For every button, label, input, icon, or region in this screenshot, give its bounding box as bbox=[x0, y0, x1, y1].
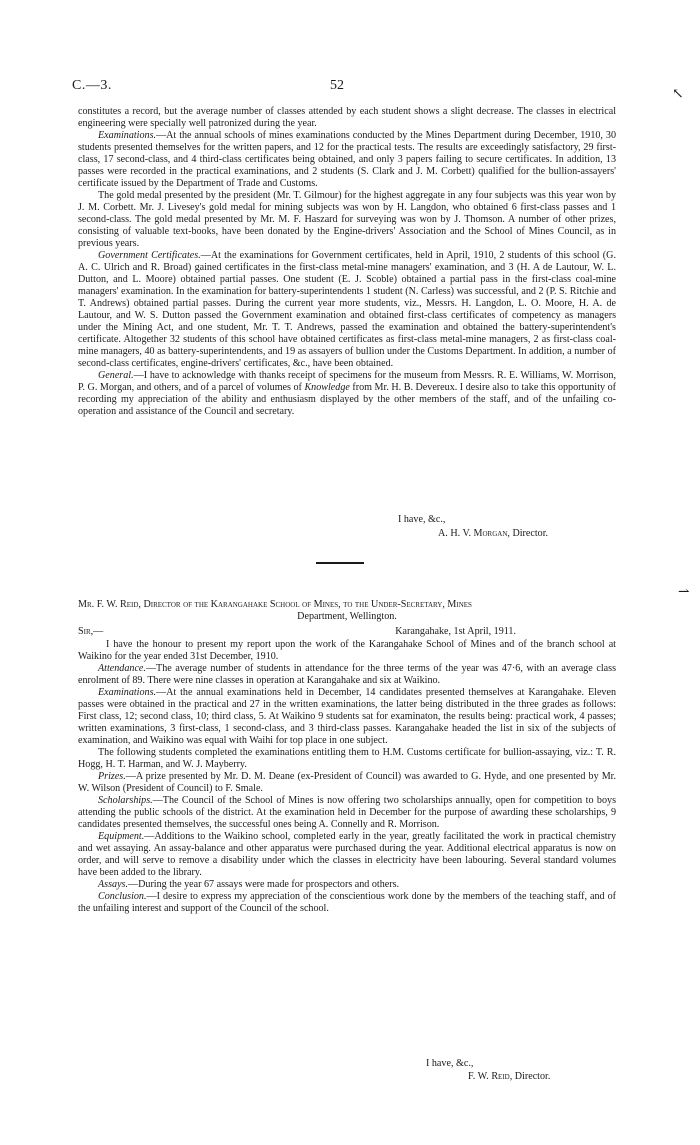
s2-heading-conclusion: Conclusion. bbox=[98, 891, 147, 902]
s2-salutation: Sir,— bbox=[78, 626, 104, 637]
s2-signature bbox=[468, 1071, 550, 1082]
s2-title-line-1: Mr. F. W. Reid, Director of the Karangahake School of Mines, to the Under-Secretary, Mines bbox=[78, 599, 472, 610]
s1-book-title: Knowledge bbox=[304, 382, 350, 393]
s1-heading-examinations: Examinations. bbox=[98, 130, 157, 141]
s2-text-scholarships: —The Council of the School of Mines is now offering two scholarships annually, open for competition to boys attending the public schools of the district. At the examination held in December for the purpose of awarding these scholarships, 9 candidates presented themselves, the successful ones being A. Connelly and R. Morrison. bbox=[78, 795, 616, 830]
s1-paragraph-certificates bbox=[78, 250, 616, 370]
s2-text-equipment: —Additions to the Waikino school, completed early in the year, greatly facilitated the work in practical chemistry and wet assaying. An assay-balance and other apparatus were purchased during the year. Additional electrical apparatus is now on order, and will serve to remove a disability under which the classes in electricity have been labouring. Several standard volumes have been added to the library. bbox=[78, 831, 616, 878]
s1-signature-name: A. H. V. Morgan, bbox=[438, 528, 510, 539]
s2-heading-equipment: Equipment. bbox=[98, 831, 145, 842]
margin-mark-mid: ⇀ bbox=[678, 585, 690, 600]
s2-paragraph-equipment bbox=[78, 831, 616, 879]
s1-text-examinations: —At the annual schools of mines examinations conducted by the Mines Department during December, 1910, 30 students presented themselves for the written papers, and 12 for the practical tests. The results are exceedingly satisfactory, 29 first-class, 17 second-class, and 4 third-class certificates being obtained, and only 3 papers failing to secure certificates. In addition, 13 passes were recorded in the practical examinations, and 2 students (S. Clark and J. M. Corbett) qualified for the bullion-assayers' certificate issued by the Department of Trade and Customs. bbox=[78, 130, 616, 189]
s1-paragraph-1: constitutes a record, but the average number of classes attended by each student shows a slight decrease. The classes in electrical engineering were specially well patronized during the year. bbox=[78, 106, 616, 129]
s1-text-general-a: —I have to acknowledge with thanks receipt of specimens for the museum from Messrs. R. E. Williams, W. Morrison, P. G. Morgan, and others, and of a parcel of volumes of bbox=[78, 370, 616, 393]
s1-heading-certificates: Government Certificates. bbox=[98, 250, 201, 261]
s2-closing: I have, &c., bbox=[426, 1058, 474, 1069]
s2-signature-title: Director. bbox=[514, 1071, 551, 1082]
s2-heading-prizes: Prizes. bbox=[98, 771, 126, 782]
s2-paragraph-assays bbox=[78, 879, 616, 891]
s1-signature bbox=[438, 528, 548, 539]
s2-paragraph-prizes bbox=[78, 771, 616, 795]
section-divider bbox=[316, 562, 364, 564]
s2-paragraph-conclusion bbox=[78, 891, 616, 915]
s2-signature-name: F. W. Reid, bbox=[468, 1071, 513, 1082]
s2-text-conclusion: —I desire to express my appreciation of the conscientious work done by the members of the teaching staff, and of the unfailing interest and support of the Council of the school. bbox=[78, 891, 616, 914]
s2-place-date: Karangahake, 1st April, 1911. bbox=[395, 626, 516, 637]
s1-signature-title: Director. bbox=[512, 528, 549, 539]
s2-paragraph-intro: I have the honour to present my report upon the work of the Karangahake School of Mines and of the branch school at Waikino for the year ended 31st December, 1910. bbox=[78, 639, 616, 662]
s2-text-assays: —During the year 67 assays were made for prospectors and others. bbox=[128, 879, 400, 890]
page-number: 52 bbox=[330, 78, 344, 93]
s1-paragraph-examinations bbox=[78, 130, 616, 190]
s2-heading-examinations: Examinations. bbox=[98, 687, 157, 698]
s2-title-line-2: Department, Wellington. bbox=[297, 611, 397, 622]
s2-paragraph-examinations bbox=[78, 687, 616, 747]
section-2-body bbox=[78, 639, 616, 915]
s2-paragraph-customs: The following students completed the examinations entitling them to H.M. Customs certificate for bullion-assaying, viz.: T. R. Hogg, H. T. Harman, and W. J. Mayberry. bbox=[78, 747, 616, 770]
s1-paragraph-medals: The gold medal presented by the president (Mr. T. Gilmour) for the highest aggregate in any four subjects was this year won by J. M. Corbett. Mr. J. Livesey's gold medal for mining subjects was won by H. Langdon, who obtained 6 first-class passes and 1 second-class. The gold medal presented by Mr. M. F. Haszard for surveying was won by J. Thomson. A number of other prizes, consisting of valuable text-books, have been donated by the Engine-drivers' Association and the School of Mines Council, as in previous years. bbox=[78, 190, 616, 249]
s2-paragraph-scholarships bbox=[78, 795, 616, 831]
s2-text-attendance: —The average number of students in attendance for the three terms of the year was 47·6, with an average class enrolment of 89. There were nine classes in operation at Karangahake and six at Waikino. bbox=[78, 663, 616, 686]
s2-heading-attendance: Attendance. bbox=[98, 663, 146, 674]
s2-salutation-line bbox=[78, 626, 616, 637]
s1-text-general-b: from Mr. H. B. Devereux. I desire also to take this opportunity of recording my appreciation of the ability and enthusiasm displayed by the other members of the staff, and of the unfailing co-operation and assistance of the Council and secretary. bbox=[78, 382, 617, 417]
report-code: C.—3. bbox=[72, 78, 112, 93]
s2-text-prizes: —A prize presented by Mr. D. M. Deane (ex-President of Council) was awarded to G. Hyde, and one presented by Mr. W. Wilson (President of Council) to F. Smale. bbox=[78, 771, 616, 794]
s2-title bbox=[78, 599, 616, 623]
s1-heading-general: General. bbox=[98, 370, 134, 381]
s1-closing: I have, &c., bbox=[398, 514, 446, 525]
s2-paragraph-attendance bbox=[78, 663, 616, 687]
s1-text-certificates: —At the examinations for Government certificates, held in April, 1910, 2 students of this school (G. A. C. Ulrich and R. Broad) gained certificates in the first-class metal-mine managers' examination, and 3 (H. A de Lautour, W. L. Dutton, and L. Moore) obtained partial passes. One student (E. J. Scoble) obtained a partial pass in the first-class coal-mine managers' examination. In the examination for battery-superintendents 1 student (N. Carless) was successful, and 2 (P. S. Ritchie and T. Andrews) obtained partial passes. During the current year more students, viz., Messrs. H. Langdon, L. O. Moore, H. A. de Lautour, and W. S. Dutton passed the Government examination and obtained first-class certificates of competency as managers under the Mining Act, and one student, Mr. T. T. Andrews, passed the examination and obtained the battery-superintendent's certificate. Altogether 32 students of this school have obtained certificates as first-class metal-mine managers, 2 as first-class coal-mine managers, 40 as battery-superintendents, and 19 as assayers of bullion under the Customs Department. In addition, a number of second-class certificates, engine-drivers' certificates, &c., have been obtained. bbox=[78, 250, 616, 369]
section-1-body bbox=[78, 106, 616, 418]
s2-heading-assays: Assays. bbox=[98, 879, 129, 890]
s2-text-examinations: —At the annual examinations held in December, 14 candidates presented themselves at Karangahake. Eleven passes were obtained in the practical and 27 in the written examinations, the latter being distributed in the three grades as follows: First class, 12; second class, 10; third class, 5. At Waikino 9 students sat for examinaton, the results being: practical work, 4 passes; written examinations, 3 first-class, 1 second-class, and 3 third-class passes. Karangahake headed the list in six of the subjects of examination, and Waikino was equal with Waihi for top place in one subject. bbox=[78, 687, 616, 746]
s2-heading-scholarships: Scholarships. bbox=[98, 795, 153, 806]
margin-mark-top: ↖ bbox=[672, 87, 684, 102]
s1-paragraph-general bbox=[78, 370, 616, 418]
